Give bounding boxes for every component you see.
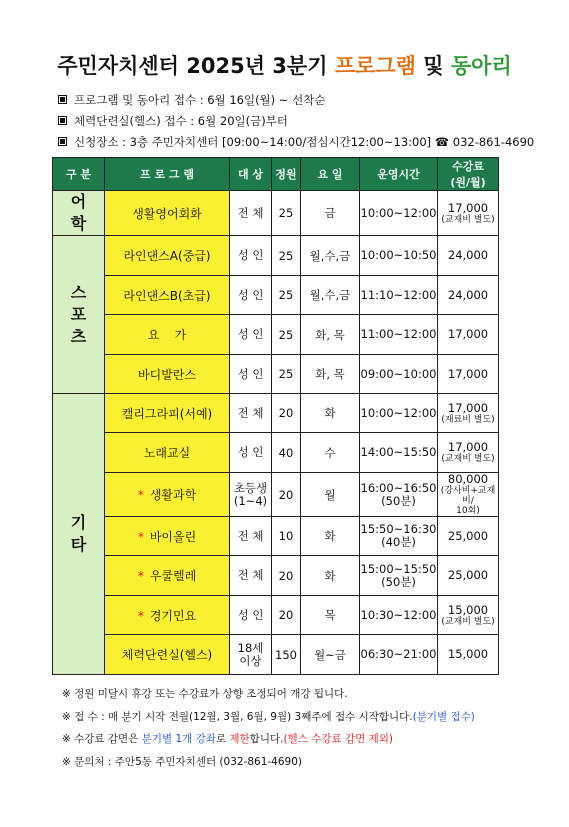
- program-label: 체력단련실(헬스): [121, 648, 213, 662]
- table-row: [53, 596, 499, 635]
- fee-note: (교재비 별도): [441, 214, 495, 225]
- fee-cell: [438, 355, 499, 394]
- target-cell: [230, 191, 272, 236]
- fee-label: 24,000: [447, 287, 489, 302]
- fee-cell: [438, 556, 499, 596]
- category-etc: [53, 394, 105, 675]
- note-text: ※ 정원 미달시 휴강 또는 수강료가 상향 조정되어 개강 됩니다.: [62, 688, 348, 700]
- title-club-word: 동아리: [450, 54, 512, 78]
- fee-cell: [438, 315, 499, 355]
- days-cell: 월,수,금: [301, 276, 360, 315]
- days-cell: 목: [301, 596, 360, 635]
- program-label: 바이올린: [149, 529, 197, 544]
- target-label: 전 체: [237, 528, 264, 543]
- time-label: 14:00~15:50: [360, 445, 437, 459]
- info-line-gym-registration: [58, 111, 534, 132]
- target-label: 성 인: [237, 366, 264, 381]
- program-name: [105, 517, 230, 556]
- table-row: [53, 355, 499, 394]
- table-row: [53, 236, 499, 276]
- square-bullet-icon: [58, 95, 67, 104]
- category-label: 타: [70, 535, 87, 554]
- program-name: [105, 635, 230, 675]
- category-lang: [53, 191, 105, 236]
- time-note: (50분): [381, 493, 416, 508]
- table-row: [53, 276, 499, 315]
- header-capacity: 정원: [272, 158, 301, 191]
- capacity-cell: 20: [272, 394, 301, 433]
- notes-block: [62, 683, 475, 773]
- target-label: 이상: [239, 653, 262, 668]
- program-name: [105, 191, 230, 236]
- days-cell: 수: [301, 433, 360, 473]
- time-cell: [360, 315, 438, 355]
- capacity-cell: 25: [272, 191, 301, 236]
- target-label: 18세: [237, 640, 264, 655]
- note-highlight: (분기별 접수): [412, 710, 475, 723]
- info-text: 체력단련실(헬스) 접수 : 6월 20일(금)부터: [74, 114, 288, 128]
- fee-cell: [438, 394, 499, 433]
- program-name: [105, 276, 230, 315]
- time-label: 15:50~16:30: [360, 522, 437, 536]
- fee-label: 17,000: [447, 327, 489, 341]
- days-cell: 화, 목: [301, 355, 360, 394]
- target-cell: [230, 315, 272, 355]
- time-cell: [360, 433, 438, 473]
- square-bullet-icon: [58, 116, 67, 125]
- target-cell: [230, 635, 272, 675]
- time-cell: [360, 473, 438, 517]
- fee-label: 80,000: [447, 472, 489, 486]
- days-cell: 금: [301, 191, 360, 236]
- target-cell: [230, 556, 272, 596]
- program-label: 요 가: [147, 328, 187, 342]
- days-cell: 화: [301, 394, 360, 433]
- target-cell: [230, 394, 272, 433]
- program-label: 캘리그라피(서예): [121, 406, 213, 421]
- days-cell: 월: [301, 473, 360, 517]
- info-block: [58, 90, 534, 153]
- program-label: 노래교실: [143, 446, 191, 460]
- program-schedule-table: [52, 157, 499, 675]
- fee-cell: [438, 433, 499, 473]
- program-name: [105, 394, 230, 433]
- target-cell: [230, 596, 272, 635]
- time-cell: [360, 635, 438, 675]
- fee-label: 17,000: [447, 400, 489, 415]
- title-program-word: 프로그램: [334, 54, 416, 78]
- square-bullet-icon: [58, 137, 67, 146]
- fee-note: (교재비 별도): [441, 454, 495, 464]
- fee-label: 15,000: [447, 602, 489, 617]
- fee-note: (강사비+교재비/: [440, 486, 496, 506]
- table-body: [53, 191, 499, 675]
- header-days: 요 일: [301, 158, 360, 191]
- note-text: ※ 접 수 : 매 분기 시작 전월(12월, 3월, 6월, 9월) 3째주에 접수 시작합니다.: [62, 710, 413, 723]
- target-label: 초등생: [233, 480, 268, 495]
- fee-label: 17,000: [447, 366, 489, 381]
- days-cell: 화, 목: [301, 315, 360, 355]
- program-label: 우쿨렐레: [149, 569, 197, 583]
- time-cell: [360, 556, 438, 596]
- category-label: 포: [70, 304, 87, 324]
- program-label: 바디발란스: [138, 367, 196, 382]
- fee-cell: [438, 473, 499, 517]
- time-label: 09:00~10:00: [360, 366, 437, 381]
- category-label: 어: [70, 192, 87, 211]
- fee-cell: [438, 276, 499, 315]
- target-label: 성 인: [237, 287, 264, 302]
- capacity-cell: 40: [272, 433, 301, 473]
- note-text: ※ 수강료 감면은: [62, 733, 142, 745]
- fee-label: 17,000: [447, 200, 489, 215]
- time-cell: [360, 191, 438, 236]
- header-fee: [438, 158, 499, 191]
- time-label: 11:10~12:00: [360, 287, 437, 302]
- note-text: 합니다.: [249, 733, 284, 745]
- table-row: [53, 517, 499, 556]
- capacity-cell: 25: [272, 315, 301, 355]
- target-label: 성 인: [237, 445, 264, 459]
- target-label: 전 체: [237, 568, 264, 582]
- program-name: [105, 556, 230, 596]
- capacity-cell: 150: [272, 635, 301, 675]
- time-cell: [360, 394, 438, 433]
- program-label: 경기민요: [149, 608, 197, 623]
- table-row: [53, 473, 499, 517]
- time-label: 15:00~15:50: [360, 561, 437, 576]
- capacity-cell: 10: [272, 517, 301, 556]
- time-cell: [360, 236, 438, 276]
- capacity-cell: 20: [272, 473, 301, 517]
- target-cell: [230, 517, 272, 556]
- table-row: [53, 433, 499, 473]
- header-fee-line2: (원/월): [450, 176, 486, 189]
- note-line: [62, 683, 475, 706]
- time-label: 16:00~16:50: [360, 480, 437, 495]
- note-highlight: 제한: [229, 733, 250, 745]
- capacity-cell: 25: [272, 355, 301, 394]
- fee-cell: [438, 236, 499, 276]
- fee-label: 24,000: [447, 248, 489, 262]
- target-label: 전 체: [237, 205, 264, 220]
- time-label: 10:00~12:00: [360, 405, 437, 420]
- fee-cell: [438, 517, 499, 556]
- fee-label: 17,000: [447, 440, 489, 454]
- target-label: 성 인: [237, 327, 264, 341]
- fee-label: 25,000: [447, 528, 489, 543]
- note-highlight: (헬스 수강료 감면 제외): [283, 733, 393, 745]
- fee-note: (재료비 별도): [441, 414, 495, 425]
- note-text: 로: [215, 733, 230, 745]
- days-cell: 화: [301, 556, 360, 596]
- fee-note: (교재비 별도): [441, 616, 495, 627]
- time-cell: [360, 517, 438, 556]
- info-text: 신청장소 : 3층 주민자치센터 [09:00~14:00/점심시간12:00~13:00] ☎ 032-861-4690: [74, 135, 535, 149]
- time-cell: [360, 276, 438, 315]
- table-row: [53, 394, 499, 433]
- category-label: 스: [70, 282, 87, 302]
- table-header-row: [53, 158, 499, 191]
- target-label: (1~4): [233, 493, 268, 508]
- fee-cell: [438, 191, 499, 236]
- program-label: 라인댄스A(중급): [123, 249, 211, 263]
- program-label: 생활영어회화: [132, 206, 202, 221]
- table-row: [53, 635, 499, 675]
- note-text: ※ 문의처 : 주안5동 주민자치센터 (032-861-4690): [62, 755, 302, 768]
- time-label: 10:00~12:00: [360, 205, 437, 220]
- capacity-cell: 25: [272, 276, 301, 315]
- header-time: 운영시간: [360, 158, 438, 191]
- program-label: 라인댄스B(초급): [123, 288, 211, 303]
- category-label: 기: [70, 513, 87, 532]
- time-label: 06:30~21:00: [360, 647, 437, 661]
- note-highlight: 분기별 1개 강좌: [141, 733, 216, 745]
- capacity-cell: 20: [272, 596, 301, 635]
- days-cell: 월~금: [301, 635, 360, 675]
- target-cell: [230, 355, 272, 394]
- time-note: (40분): [381, 535, 416, 549]
- header-category: 구 분: [53, 158, 105, 191]
- title-and-word: 및: [415, 54, 451, 78]
- fee-cell: [438, 596, 499, 635]
- category-label: 학: [70, 214, 87, 233]
- star-mark: *: [137, 569, 144, 583]
- title-text: 주민자치센터 2025년 3분기: [57, 54, 335, 78]
- days-cell: 월,수,금: [301, 236, 360, 276]
- note-line: [62, 728, 475, 751]
- star-mark: *: [137, 488, 144, 502]
- time-cell: [360, 355, 438, 394]
- category-sports: [53, 236, 105, 394]
- table-row: [53, 315, 499, 355]
- program-name: [105, 473, 230, 517]
- star-mark: *: [137, 529, 144, 544]
- program-label: 생활과학: [149, 488, 197, 502]
- header-fee-line1: 수강료: [452, 160, 484, 173]
- time-label: 10:00~10:50: [360, 248, 437, 262]
- info-line-registration: [58, 90, 534, 111]
- time-label: 10:30~12:00: [360, 607, 437, 622]
- target-label: 전 체: [237, 405, 264, 420]
- target-cell: [230, 236, 272, 276]
- target-label: 성 인: [237, 248, 264, 262]
- info-text: 프로그램 및 동아리 접수 : 6월 16일(월) ~ 선착순: [74, 93, 326, 107]
- fee-label: 25,000: [447, 568, 489, 582]
- fee-note: 10회): [456, 506, 480, 516]
- note-line: [62, 706, 475, 729]
- category-label: 츠: [70, 326, 87, 346]
- program-name: [105, 433, 230, 473]
- note-line: [62, 751, 475, 774]
- program-name: [105, 596, 230, 635]
- days-cell: 화: [301, 517, 360, 556]
- table-row: [53, 556, 499, 596]
- page-title: [0, 50, 569, 80]
- time-label: 11:00~12:00: [360, 327, 437, 341]
- star-mark: *: [137, 608, 144, 623]
- table-row: [53, 191, 499, 236]
- fee-cell: [438, 635, 499, 675]
- program-name: [105, 315, 230, 355]
- time-note: (50분): [381, 574, 416, 589]
- capacity-cell: 25: [272, 236, 301, 276]
- capacity-cell: 20: [272, 556, 301, 596]
- target-label: 성 인: [237, 607, 264, 622]
- target-cell: [230, 473, 272, 517]
- program-name: [105, 236, 230, 276]
- target-cell: [230, 276, 272, 315]
- fee-label: 15,000: [447, 647, 489, 661]
- info-line-location: [58, 132, 534, 153]
- target-cell: [230, 433, 272, 473]
- program-name: [105, 355, 230, 394]
- time-cell: [360, 596, 438, 635]
- header-program: 프 로 그 램: [105, 158, 230, 191]
- header-target: 대 상: [230, 158, 272, 191]
